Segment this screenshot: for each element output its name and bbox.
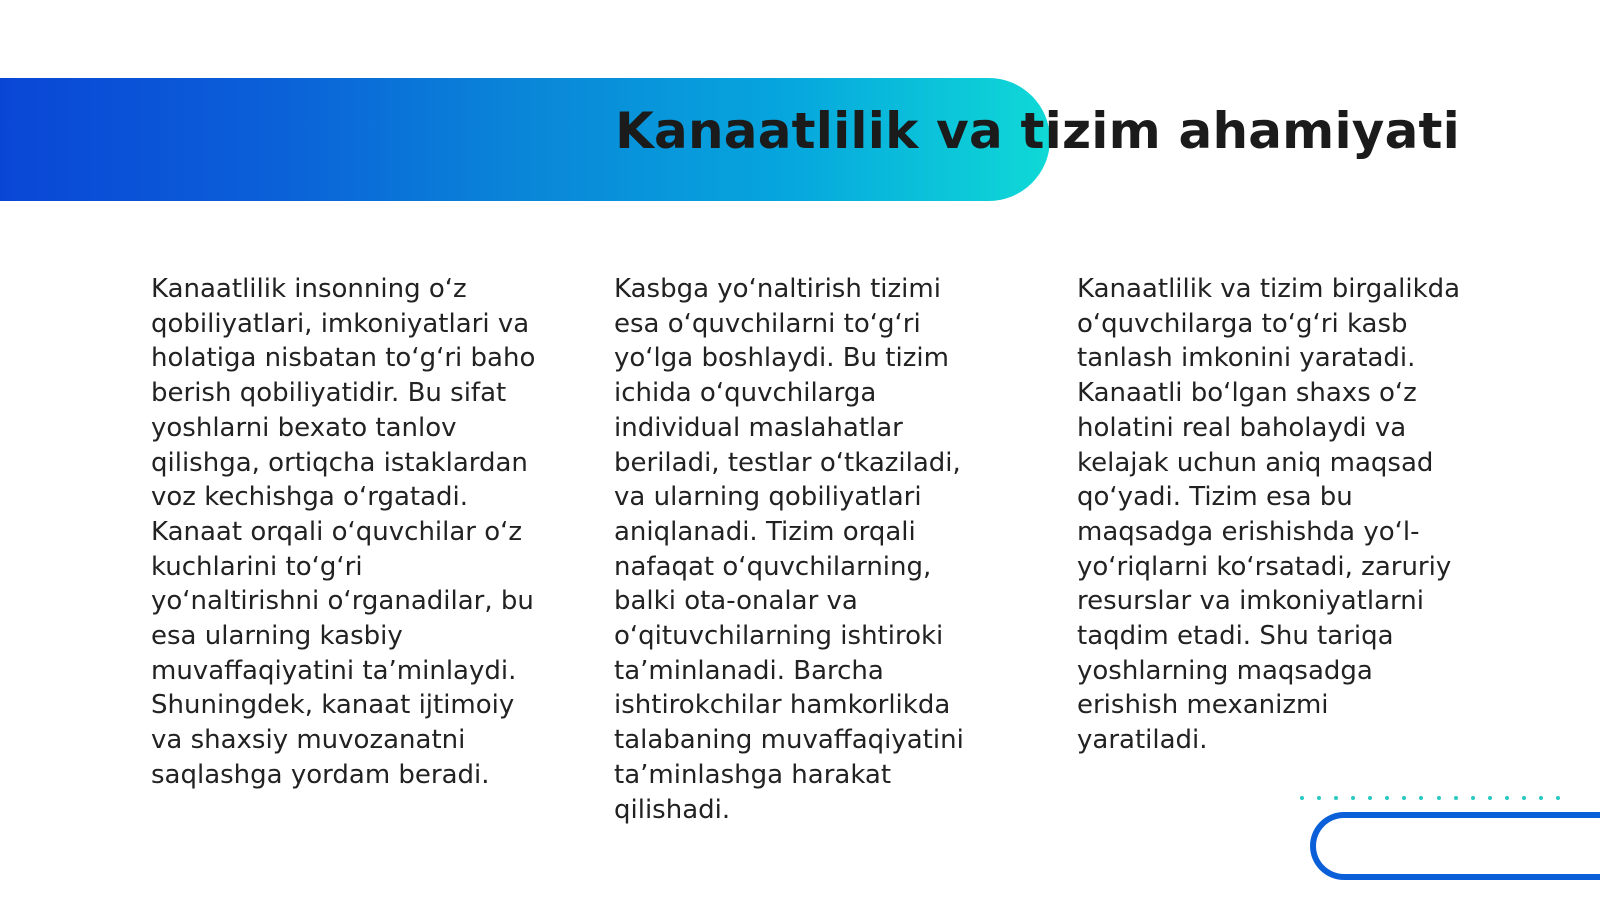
dot [1488, 796, 1492, 800]
dot [1437, 796, 1441, 800]
dot [1522, 796, 1526, 800]
decorative-pill-outline [1310, 812, 1600, 880]
dot [1471, 796, 1475, 800]
slide-title: Kanaatlilik va tizim ahamiyati [615, 102, 1460, 160]
dot [1505, 796, 1509, 800]
text-column-2: Kasbga yo‘naltirish tizimi esa o‘quvchilarni to‘g‘ri yo‘lga boshlaydi. Bu tizim ichida o‘quvchilarga individual maslahatlar beriladi, testlar o‘tkaziladi, va ularning qobiliyatlari aniqlanadi. Tizim orqali nafaqat o‘quvchilarning, balki ota-onalar va o‘qituvchilarning ishtiroki ta’minlanadi. Barcha ishtirokchilar hamkorlikda talabaning muvaffaqiyatini ta’minlashga harakat qilishadi. [614, 274, 964, 825]
dot [1317, 796, 1321, 800]
decorative-dot-row [1300, 796, 1560, 802]
text-column-3: Kanaatlilik va tizim birgalikda o‘quvchilarga to‘g‘ri kasb tanlash imkonini yaratadi. Kanaatli bo‘lgan shaxs o‘z holatini real baholaydi va kelajak uchun aniq maqsad qo‘yadi. Tizim esa bu maqsadga erishishda yo‘l-yo‘riqlarni ko‘rsatadi, zaruriy resurslar va imkoniyatlarni taqdim etadi. Shu tariqa yoshlarning maqsadga erishish mexanizmi yaratiladi. [1077, 274, 1461, 756]
text-column-1: Kanaatlilik insonning o‘z qobiliyatlari, imkoniyatlari va holatiga nisbatan to‘g‘ri baho berish qobiliyatidir. Bu sifat yoshlarni bexato tanlov qilishga, ortiqcha istaklardan voz kechishga o‘rgatadi. Kanaat orqali o‘quvchilar o‘z kuchlarini to‘g‘ri yo‘naltirishni o‘rganadilar, bu esa ularning kasbiy muvaffaqiyatini ta’minlaydi. Shuningdek, kanaat ijtimoiy va shaxsiy muvozanatni saqlashga yordam beradi. [151, 274, 536, 790]
dot [1351, 796, 1355, 800]
dot [1300, 796, 1304, 800]
dot [1419, 796, 1423, 800]
dot [1385, 796, 1389, 800]
dot [1334, 796, 1338, 800]
dot [1402, 796, 1406, 800]
dot [1454, 796, 1458, 800]
dot [1539, 796, 1543, 800]
dot [1556, 796, 1560, 800]
dot [1368, 796, 1372, 800]
